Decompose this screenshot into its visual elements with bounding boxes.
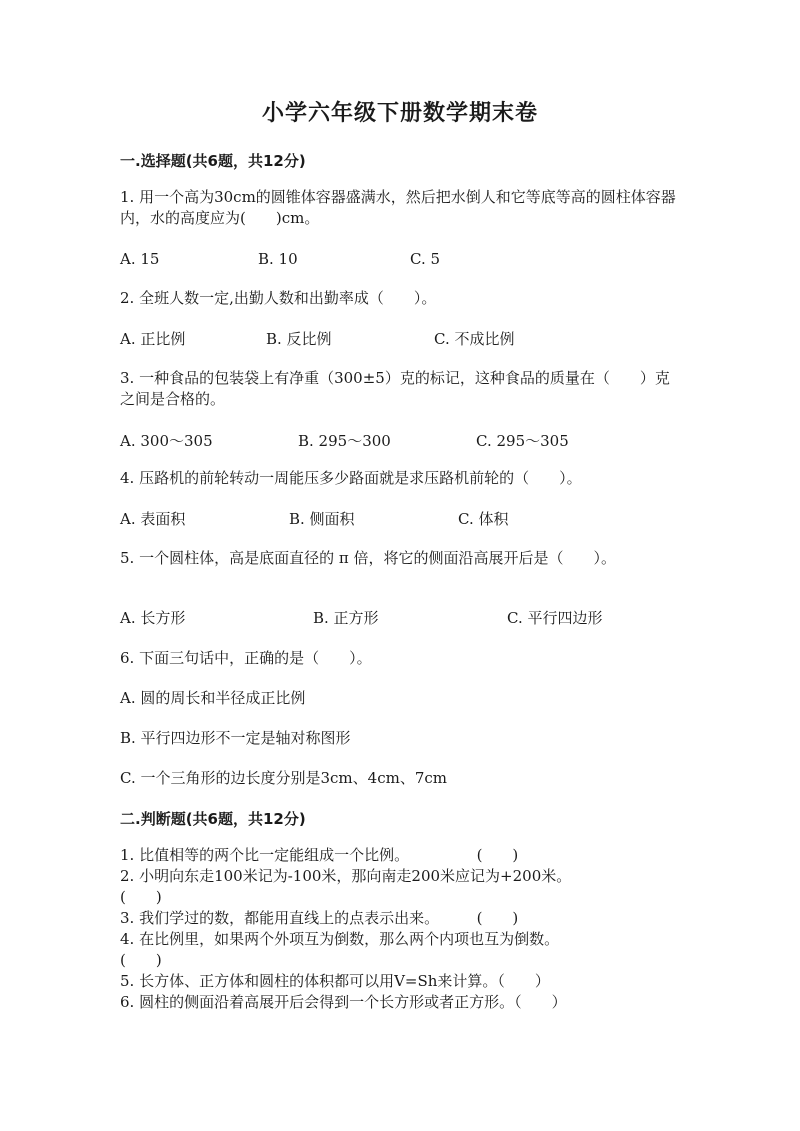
judge-item-5: 5. 长方体、正方体和圆柱的体积都可以用V=Sh来计算。（ ） [120, 972, 550, 990]
question-3-stem: 3. 一种食品的包装袋上有净重（300±5）克的标记，这种食品的质量在（ ）克之间是合格的。 [120, 369, 670, 408]
question-6-option-c: C. 一个三角形的边长度分别是3cm、4cm、7cm [120, 769, 447, 787]
question-1-option-a: A. 15 [120, 250, 160, 268]
question-5-option-a: A. 长方形 [120, 609, 186, 627]
question-2-option-b: B. 反比例 [266, 330, 332, 348]
question-1-option-b: B. 10 [258, 250, 298, 268]
judge-item-6: 6. 圆柱的侧面沿着高展开后会得到一个长方形或者正方形。（ ） [120, 993, 567, 1011]
question-5-option-b: B. 正方形 [313, 609, 379, 627]
question-4-option-b: B. 侧面积 [289, 510, 355, 528]
question-3-option-a: A. 300～305 [120, 432, 213, 450]
question-6-stem: 6. 下面三句话中，正确的是（ ）。 [120, 649, 372, 667]
page-title: 小学六年级下册数学期末卷 [261, 100, 538, 126]
question-5-stem: 5. 一个圆柱体，高是底面直径的 π 倍，将它的侧面沿高展开后是（ ）。 [120, 549, 616, 567]
section-heading-true-false: 二.判断题(共6题，共12分) [120, 810, 306, 828]
question-4-stem: 4. 压路机的前轮转动一周能压多少路面就是求压路机前轮的（ ）。 [120, 469, 582, 487]
judge-item-2-bracket: ( ) [120, 888, 162, 906]
question-2-option-a: A. 正比例 [120, 330, 186, 348]
question-6-option-b: B. 平行四边形不一定是轴对称图形 [120, 729, 351, 747]
judge-item-4: 4. 在比例里，如果两个外项互为倒数，那么两个内项也互为倒数。 [120, 930, 560, 948]
section-heading-choice: 一.选择题(共6题，共12分) [120, 152, 306, 170]
question-2-option-c: C. 不成比例 [434, 330, 515, 348]
question-4-option-c: C. 体积 [458, 510, 509, 528]
question-5-option-c: C. 平行四边形 [507, 609, 603, 627]
question-6-option-a: A. 圆的周长和半径成正比例 [120, 689, 306, 707]
question-1-stem: 1. 用一个高为30cm的圆锥体容器盛满水，然后把水倒人和它等底等高的圆柱体容器内，水的高度应为( )cm。 [120, 188, 676, 227]
question-3-option-c: C. 295～305 [476, 432, 569, 450]
question-1-option-c: C. 5 [410, 250, 441, 268]
question-3-option-b: B. 295～300 [298, 432, 391, 450]
judge-item-3: 3. 我们学过的数，都能用直线上的点表示出来。 ( ) [120, 909, 519, 927]
question-4-option-a: A. 表面积 [120, 510, 186, 528]
judge-item-2: 2. 小明向东走100米记为-100米，那向南走200米应记为+200米。 [120, 867, 572, 885]
question-2-stem: 2. 全班人数一定,出勤人数和出勤率成（ ）。 [120, 289, 437, 307]
judge-item-1: 1. 比值相等的两个比一定能组成一个比例。 ( ) [120, 846, 519, 864]
judge-item-4-bracket: ( ) [120, 951, 162, 969]
